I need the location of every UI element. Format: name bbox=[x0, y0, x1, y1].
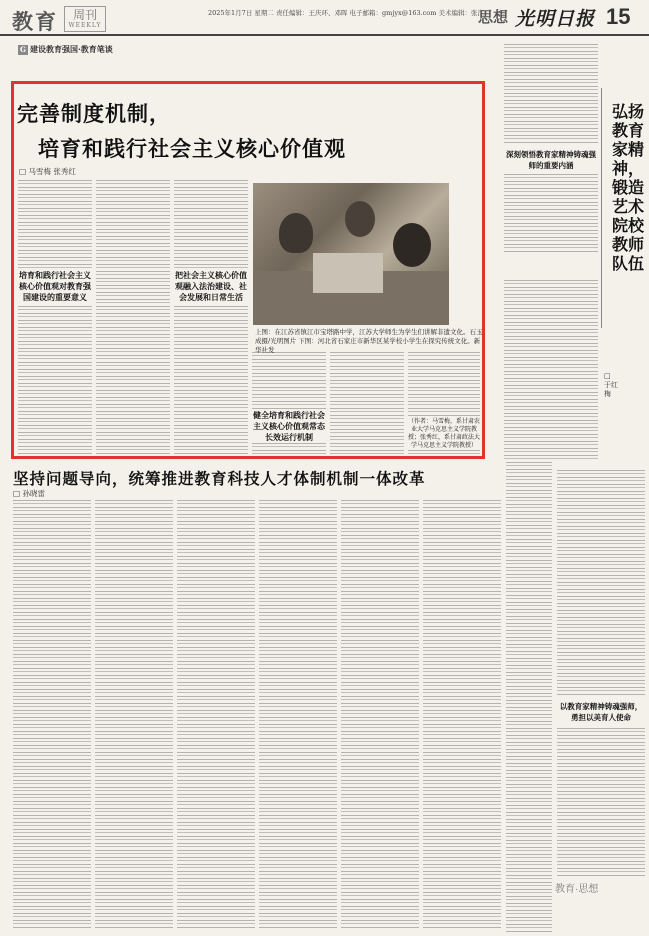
second-article-title: 坚持问题导向，统筹推进教育科技人才体制机制一体改革 bbox=[13, 469, 426, 488]
main-text-col-5 bbox=[330, 352, 404, 454]
sidebar-text-3 bbox=[504, 280, 598, 460]
section-right: 思想 bbox=[478, 8, 509, 26]
main-byline: □ 马雪梅 张秀红 bbox=[19, 167, 76, 176]
second-text-col-1 bbox=[13, 500, 91, 930]
main-subheading-1: 培育和践行社会主义核心价值观对教育强国建设的重要意义 bbox=[19, 270, 91, 302]
sidebar-author: □ 于红梅 bbox=[604, 372, 618, 398]
sidebar-subheading-2: 以教育家精神铸魂强师，勇担以美育人使命 bbox=[559, 702, 643, 722]
sidebar-text-5 bbox=[557, 470, 645, 696]
author-note: （作者：马雪梅，系甘肃农业大学马克思主义学院教授；张秀红，系甘肃政法大学马克思主义学院教授） bbox=[408, 418, 481, 449]
newspaper-logo: 光明日报 bbox=[515, 8, 596, 30]
page-header bbox=[0, 0, 649, 36]
second-text-col-4 bbox=[259, 500, 337, 930]
sidebar-text-top bbox=[504, 44, 598, 144]
weekly-label: 周刊 bbox=[72, 8, 97, 22]
photo-caption: 上图：在江苏省镇江市宝塔路中学，江苏大学师生为学生们讲解非遗文化。石玉成摄/光明图片 下图：河北省石家庄市新华区某学校小学生在探究传统文化。新华社发 bbox=[255, 328, 483, 354]
main-text-col-3 bbox=[174, 180, 248, 454]
sidebar-subheading-1: 深刻领悟教育家精神铸魂强师的重要内涵 bbox=[506, 150, 596, 170]
sidebar-divider bbox=[601, 88, 602, 328]
second-article-byline: □ 孙晓雷 bbox=[13, 489, 45, 498]
second-text-col-6 bbox=[423, 500, 501, 930]
sidebar-text-2 bbox=[504, 174, 598, 252]
weekly-badge bbox=[64, 6, 106, 32]
main-subheading-2: 把社会主义核心价值观融入法治建设、社会发展和日常生活 bbox=[175, 270, 247, 302]
watermark: 教育·思想 bbox=[555, 884, 599, 895]
page-number: 15 bbox=[606, 4, 631, 29]
second-text-col-5 bbox=[341, 500, 419, 930]
main-title-line2: 培育和践行社会主义核心价值观 bbox=[38, 136, 346, 161]
weekly-label-en: WEEKLY bbox=[68, 22, 102, 29]
main-text-col-2 bbox=[96, 180, 170, 454]
sidebar-title: 弘扬教育家精神，锻造艺术院校教师队伍 bbox=[612, 102, 645, 273]
column-tag: G 建设教育强国·教育笔谈 bbox=[20, 44, 113, 54]
column-g-icon: G bbox=[18, 45, 28, 55]
main-text-col-1 bbox=[18, 180, 92, 454]
main-subheading-3: 健全培育和践行社会主义核心价值观常态长效运行机制 bbox=[253, 410, 325, 442]
main-title-line1: 完善制度机制， bbox=[17, 101, 171, 126]
main-photo bbox=[253, 183, 449, 325]
second-text-col-2 bbox=[95, 500, 173, 930]
second-text-col-3 bbox=[177, 500, 255, 930]
sidebar-text-4 bbox=[506, 462, 552, 932]
sidebar-text-6 bbox=[557, 728, 645, 878]
edition-meta: 2025年1月7日 星期二 责任编辑：王庆环、邓晖 电子邮箱：gmjyx@163.com 美术编辑：张江 bbox=[208, 9, 484, 17]
section-name: 教育 bbox=[12, 9, 58, 34]
